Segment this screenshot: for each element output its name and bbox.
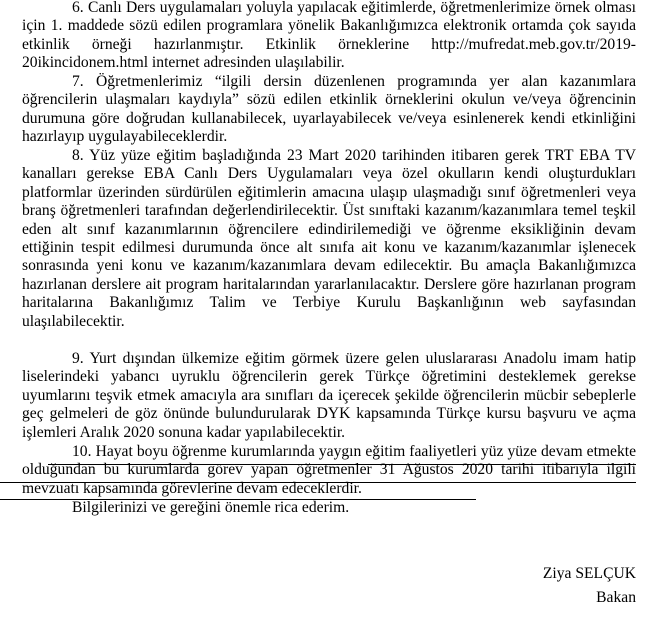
paragraph-6: 6. Canlı Ders uygulamaları yoluyla yapılacak eğitimlerde, öğretmenlerimize örnek olması için 1. maddede sözü edilen programlara yönelik Bakanlığımızca elektronik ortamda çok sayıda etkinlik örneği hazırlanmıştır. Etkinlik örneklerine http://mufredat.meb.gov.tr/2019-20ikincidonem.html internet adresinden ulaşılabilir. bbox=[22, 0, 636, 72]
handwritten-underline-3 bbox=[0, 499, 476, 500]
paragraph-8: 8. Yüz yüze eğitim başladığında 23 Mart 2020 tarihinden itibaren gerek TRT EBA TV kanalları gerekse EBA Canlı Ders Uygulamaları veya özel okulların kendi oluşturdukları platformlar üzerinden sürdürülen eğitimlerin amacına ulaşıp ulaşmadığı sınıf öğretmenleri veya branş öğretmenleri tarafından değerlendirilecektir. Üst sınıftaki kazanım/kazanımlara temel teşkil eden alt sınıf kazanımlarının öğrencilere edindirilemediği ve öğrenme eksikliğinin devam ettiğinin tespit edilmesi durumunda önce alt sınıfa ait konu ve kazanım/kazanımlar işlenecek sonrasında yeni konu ve kazanım/kazanımlara devam edilecektir. Bu amaçla Bakanlığımızca hazırlanan derslere ait program haritalarından yararlanılacaktır. Derslere göre hazırlanan program haritalarına Bakanlığımız Talim ve Terbiye Kurulu Başkanlığının web sayfasından ulaşılabilecektir. bbox=[22, 147, 636, 330]
handwritten-underline-1 bbox=[48, 464, 636, 465]
closing-sentence: Bilgilerinizi ve gereğini önemle rica ederim. bbox=[72, 499, 350, 516]
paragraph-10: 10. Hayat boyu öğrenme kurumlarında yaygın eğitim faaliyetleri yüz yüze devam etmekte olduğundan bu kurumlarda görev yapan öğretmenler 31 Ağustos 2020 tarihi itibarıyla ilgili mevzuatı kapsamında görevlerine devam edeceklerdir. bbox=[22, 443, 636, 497]
signatory-name: Ziya SELÇUK bbox=[542, 565, 636, 582]
paragraph-9: 9. Yurt dışından ülkemize eğitim görmek üzere gelen uluslararası Anadolu imam hatip liselerindeki yabancı uyruklu öğrencilerin gerek Türkçe öğretimini desteklemek gerekse uyumlarını teşvik etmek amacıyla ara sınıfları da içerecek şekilde öğrencilerin mücbir sebeplerle geç gelmeleri de göz önünde bulundurularak DYK kapsamında Türkçe kursu başvuru ve açma işlemleri Aralık 2020 sonuna kadar yapılabilecektir. bbox=[22, 350, 636, 441]
paragraph-7: 7. Öğretmenlerimiz “ilgili dersin düzenlenen programında yer alan kazanımlara öğrencilerin ulaşmaları kaydıyla” sözü edilen etkinlik örneklerini okulun ve/veya öğrencinin durumuna göre doğrudan kullanabilecek, uyarlayabilecek ve/veya esinlenerek kendi etkinliğini hazırlayıp uygulayabileceklerdir. bbox=[22, 73, 636, 146]
handwritten-underline-2 bbox=[0, 482, 636, 483]
signatory-title: Bakan bbox=[596, 589, 636, 606]
